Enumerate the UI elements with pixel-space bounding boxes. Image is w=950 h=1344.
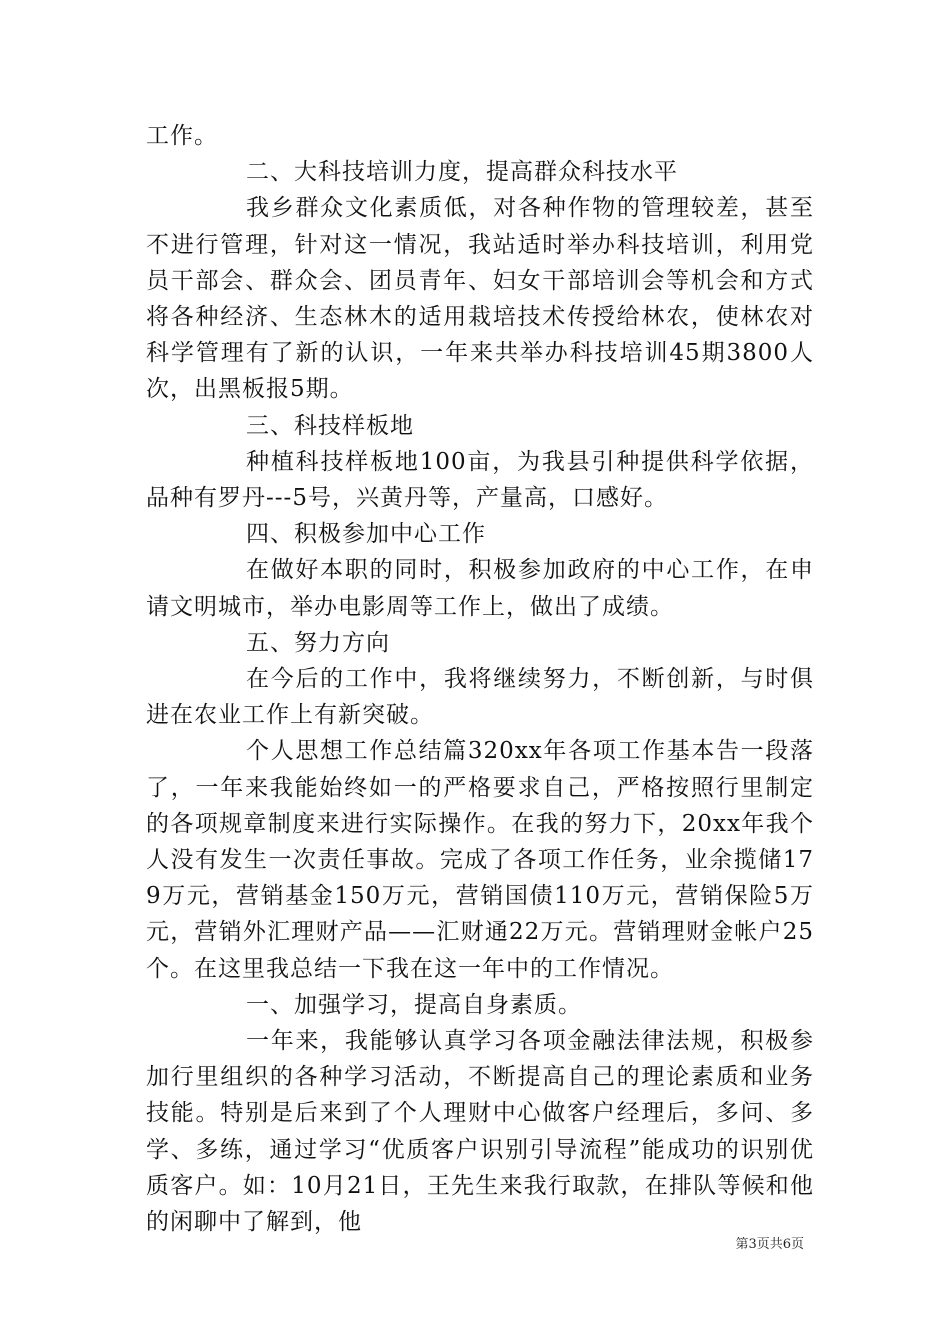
paragraph-continuation: 工作。: [146, 123, 218, 149]
section-heading-5: 五、努力方向: [246, 629, 390, 656]
paragraph-demo-plot: 种植科技样板地100亩，为我县引种提供科学依据，品种有罗丹---5号，兴黄丹等，产量高，口感好。: [146, 448, 814, 512]
section-heading-3: 三、科技样板地: [246, 412, 414, 439]
paragraph-direction: 在今后的工作中，我将继续努力，不断创新，与时俱进在农业工作上有新突破。: [146, 666, 814, 729]
section-heading-4: 四、积极参加中心工作: [246, 521, 486, 548]
paragraph-study: 一年来，我能够认真学习各项金融法律法规，积极参加行里组织的各种学习活动，不断提高自己的理论素质和业务技能。特别是后来到了个人理财中心做客户经理后，多问、多学、多练，通过学习“优质客户识别引导流程”能成功的识别优质客户。如：10月21日，王先生来我行取款，在排队等候和他的闲聊中了解到，他: [146, 1028, 814, 1236]
page-number-footer: 第3页共6页: [735, 1237, 804, 1252]
paragraph-center-work: 在做好本职的同时，积极参加政府的中心工作，在申请文明城市，举办电影周等工作上，做出了成绩。: [146, 557, 814, 620]
paragraph-training: 我乡群众文化素质低，对各种作物的管理较差，甚至不进行管理，针对这一情况，我站适时举办科技培训，利用党员干部会、群众会、团员青年、妇女干部培训会等机会和方式将各种经济、生态林木的适用栽培技术传授给林农，使林农对科学管理有了新的认识，一年来共举办科技培训45期3800人次，出黑板报5期。: [146, 195, 814, 403]
paragraph-summary-intro: 个人思想工作总结篇320xx年各项工作基本告一段落了，一年来我能始终如一的严格要求自己，严格按照行里制定的各项规章制度来进行实际操作。在我的努力下，20xx年我个人没有发生一次责任事故。完成了各项工作任务，业余揽储179万元，营销基金150万元，营销国债110万元，营销保险5万元，营销外汇理财产品——汇财通22万元。营销理财金帐户25个。在这里我总结一下我在这一年中的工作情况。: [146, 738, 814, 982]
section-heading-study: 一、加强学习，提高自身素质。: [246, 991, 582, 1018]
section-heading-2: 二、大科技培训力度，提高群众科技水平: [246, 159, 678, 186]
document-body: [146, 118, 814, 1240]
